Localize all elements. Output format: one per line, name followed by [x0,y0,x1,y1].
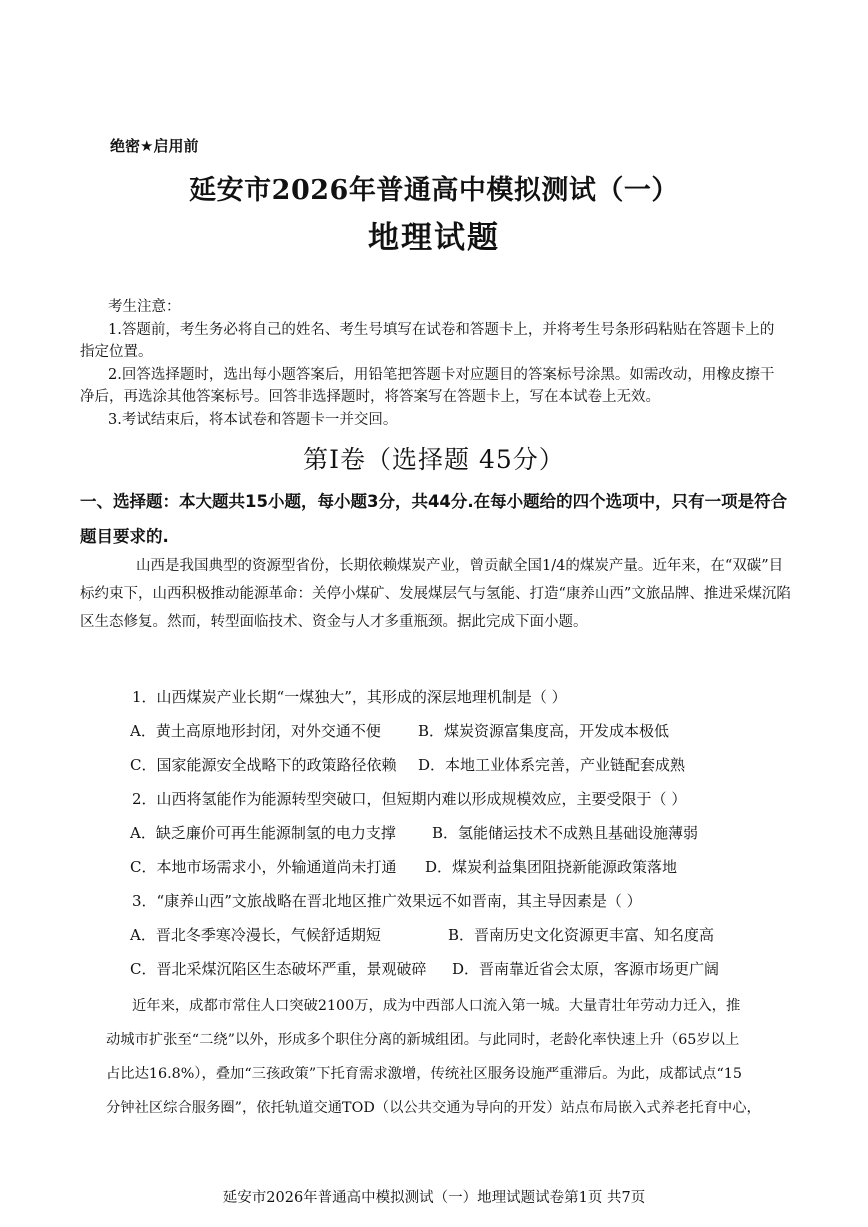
question-option: B．晋南历史文化资源更丰富、知名度高 [448,926,715,944]
notice-heading: 考生注意： [108,299,181,315]
material-line: 动城市扩张至“二绕”以外，形成多个职住分离的新城组团。与此同时，老龄化率快速上升（65岁以上 [106,1032,740,1048]
section-instruction: 一、选择题：本大题共15小题，每小题3分，共44分.在每小题给的四个选项中，只有一项是符合题目要求的. [80,492,788,546]
question-option: A．缺乏廉价可再生能源制氢的电力支撑 [130,824,396,842]
exam-title: 延安市2026年普通高中模拟测试（一） [189,175,679,206]
notice-item: 2.回答选择题时，选出每小题答案后，用铅笔把答题卡对应题目的答案标号涂黑。如需改动，用橡皮擦干净后，再选涂其他答案标号。回答非选择题时，将答案写在答题卡上，写在本试卷上无效。 [80,366,775,405]
material-line: 占比达16.8%），叠加“三孩政策”下托育需求激增，传统社区服务设施严重滞后。为此，成都试点“15 [106,1066,742,1082]
question-stem: 3．“康养山西”文旅战略在晋北地区推广效果远不如晋南，其主导因素是（ ） [132,892,642,910]
question-option: B．煤炭资源富集度高，开发成本极低 [418,722,670,740]
material-line: 近年来，成都市常住人口突破2100万，成为中西部人口流入第一城。大量青壮年劳动力迁入，推 [132,998,741,1014]
material-text: 山西是我国典型的资源型省份，长期依赖煤炭产业，曾贡献全国1/4的煤炭产量。近年来，在“双碳”目标约束下，山西积极推动能源革命：关停小煤矿、发展煤层气与氢能、打造“康养山西”文旅品牌、推进采煤沉陷区生态修复。然而，转型面临技术、资金与人才多重瓶颈。据此完成下面小题。 [80,558,791,630]
question-option: D．煤炭利益集团阻挠新能源政策落地 [425,858,678,876]
material-line: 分钟社区综合服务圈”，依托轨道交通TOD（以公共交通为导向的开发）站点布局嵌入式养老托育中心， [106,1100,761,1116]
notice-item: 3.考试结束后，将本试卷和答题卡一并交回。 [108,411,398,428]
subject-title: 地理试题 [368,220,500,256]
material-passage-1 [80,552,792,636]
question-option: D．晋南靠近省会太原，客源市场更广阔 [452,960,720,978]
candidate-notice [80,296,788,431]
notice-item: 1.答题前，考生务必将自己的姓名、考生号填写在试卷和答题卡上，并将考生号条形码粘贴在答题卡上的指定位置。 [80,321,775,360]
question-option: C．国家能源安全战略下的政策路径依赖 [130,756,397,774]
confidential-label: 绝密★启用前 [110,137,199,155]
question-option: C．晋北采煤沉陷区生态破坏严重，景观破碎 [130,960,427,978]
question-stem: 2．山西将氢能作为能源转型突破口，但短期内难以形成规模效应，主要受限于（ ） [132,790,687,808]
question-option: D．本地工业体系完善，产业链配套成熟 [418,756,686,774]
page-footer: 延安市2026年普通高中模拟测试（一）地理试题试卷第1页 共7页 [222,1190,646,1206]
question-option: A．黄土高原地形封闭，对外交通不便 [130,722,381,740]
question-stem: 1．山西煤炭产业长期“一煤独大”，其形成的深层地理机制是（ ） [132,688,567,706]
question-option: B．氢能储运技术不成熟且基础设施薄弱 [432,824,699,842]
question-option: A．晋北冬季寒冷漫长，气候舒适期短 [130,926,381,944]
section-title: 第Ⅰ卷（选择题 45分） [303,445,565,474]
question-option: C．本地市场需求小，外输通道尚未打通 [130,858,397,876]
